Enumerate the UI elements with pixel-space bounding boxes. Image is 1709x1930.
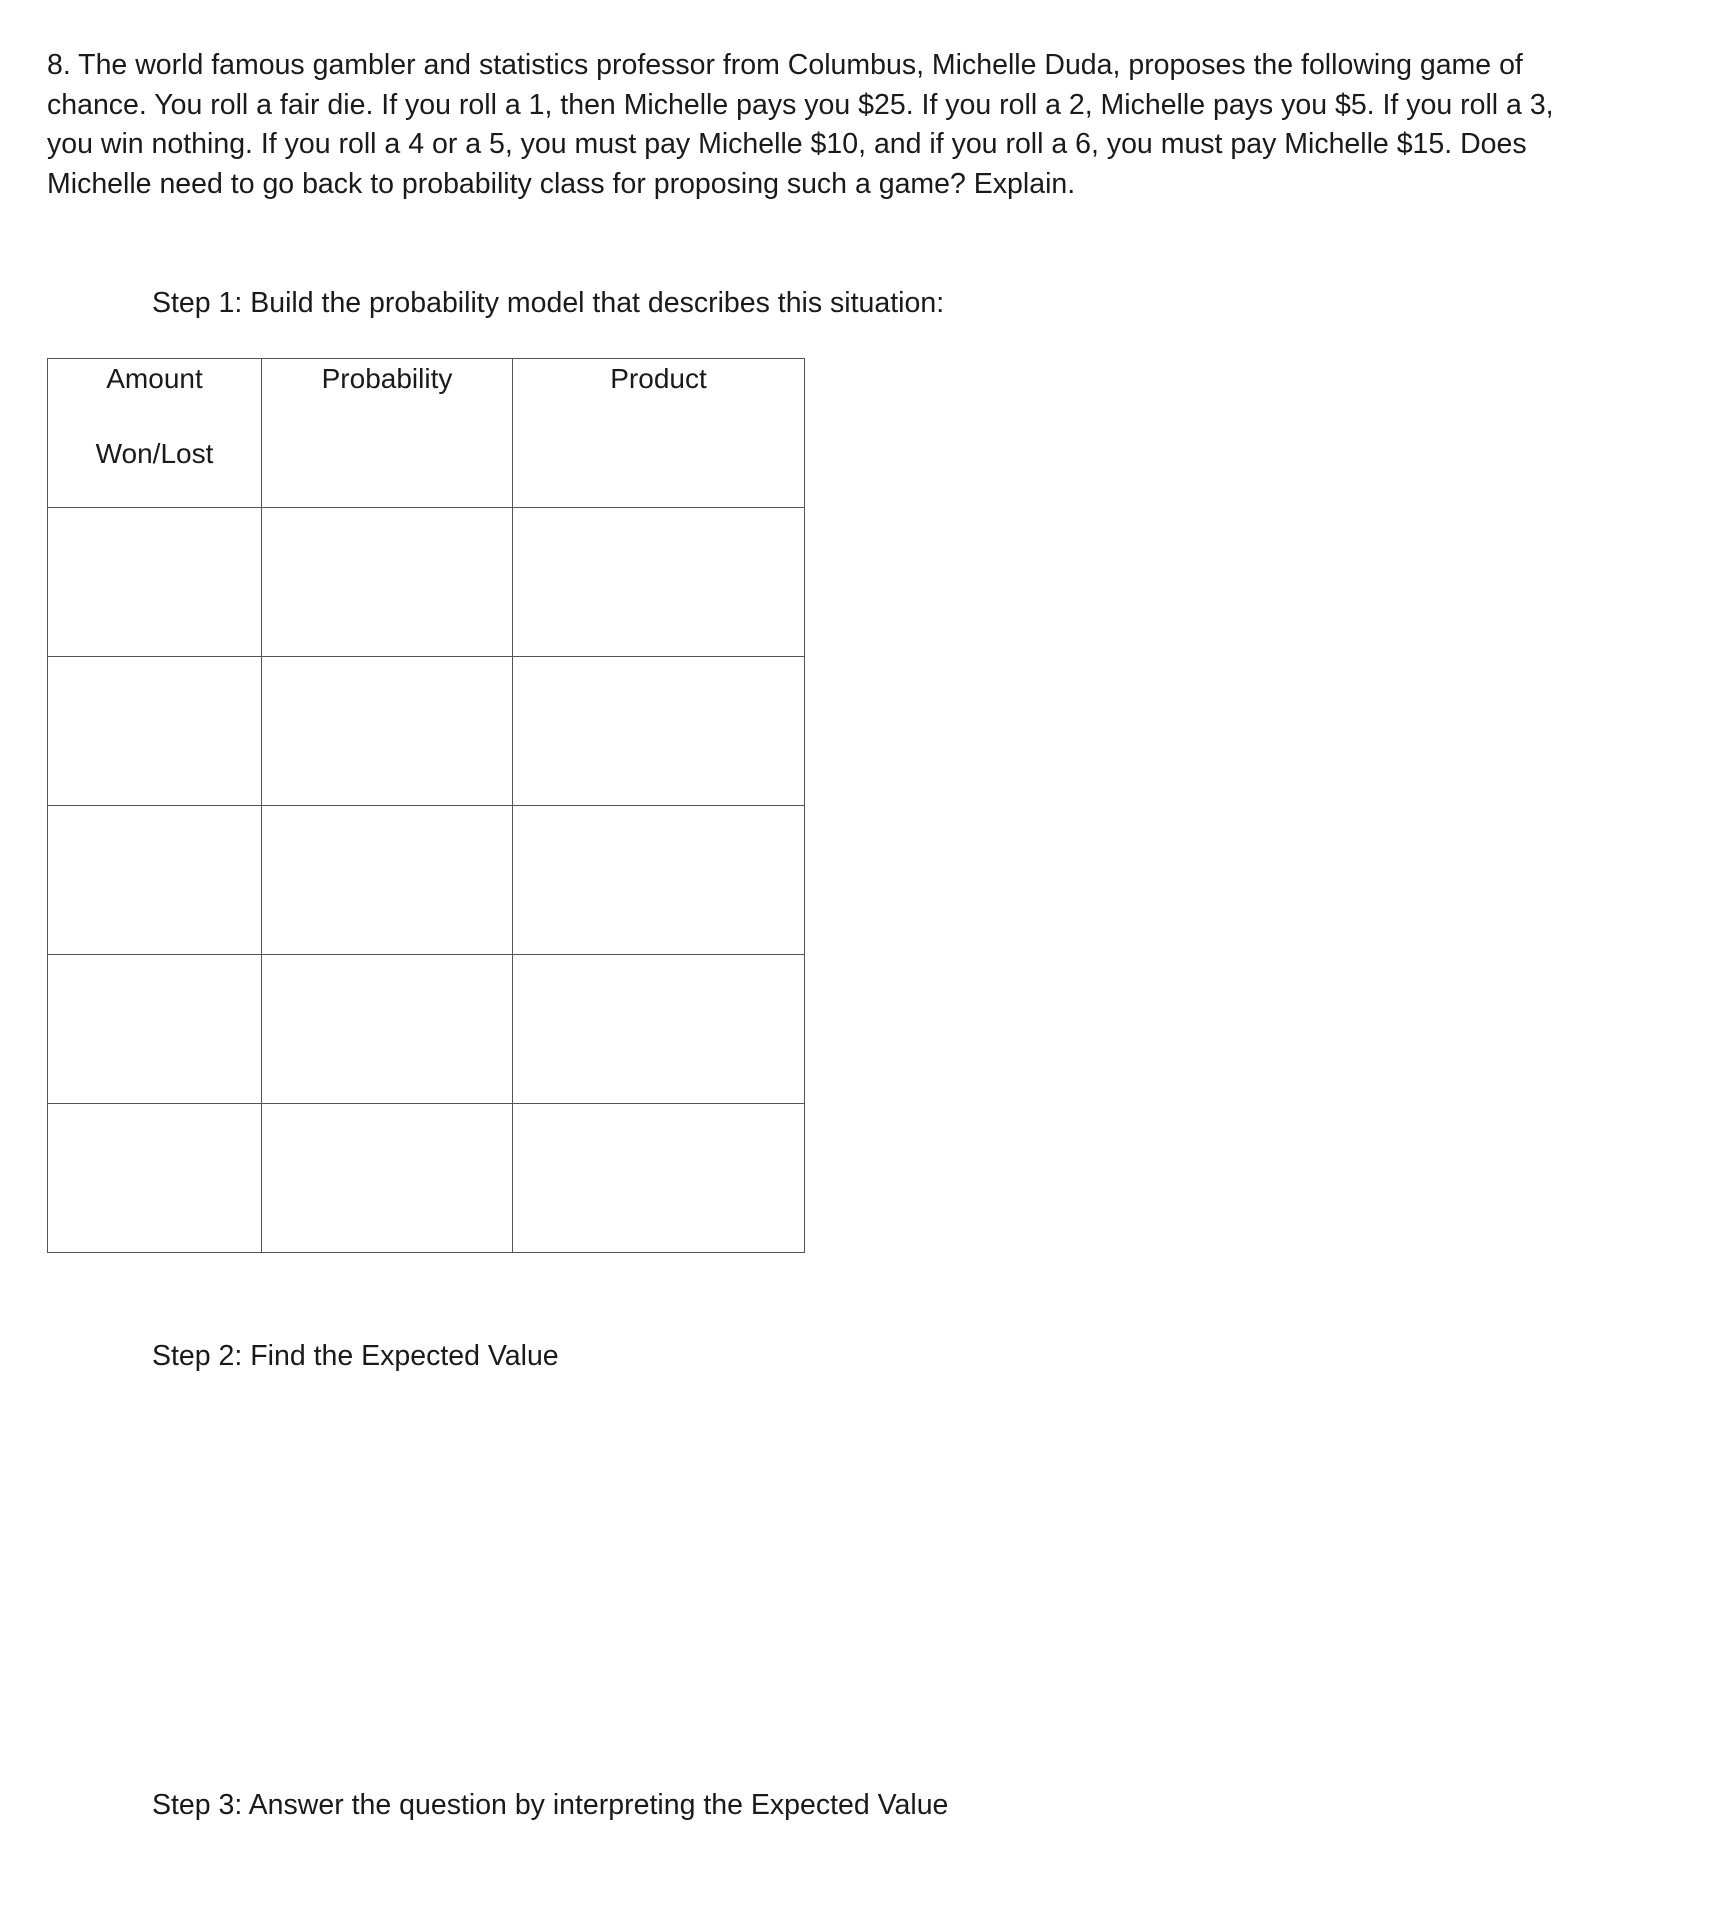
table-header-row (48, 359, 805, 508)
question-line-3: you win nothing. If you roll a 4 or a 5, you must pay Michelle $10, and if you roll a 6, you must pay Michelle $15. Does (47, 128, 1527, 160)
product-cell[interactable] (513, 1104, 805, 1253)
header-amount-label: Amount (106, 363, 203, 394)
table-row (48, 508, 805, 657)
header-product-label: Product (610, 363, 707, 394)
product-cell[interactable] (513, 955, 805, 1104)
amount-cell[interactable] (48, 657, 262, 806)
question-line-2: chance. You roll a fair die. If you roll a 1, then Michelle pays you $25. If you roll a 2, Michelle pays you $5. If you roll a 3, (47, 88, 1554, 121)
table-row (48, 955, 805, 1104)
probability-cell[interactable] (262, 508, 513, 657)
step-3-instruction: Step 3: Answer the question by interpreting the Expected Value (152, 1789, 949, 1821)
table-row (48, 657, 805, 806)
probability-cell[interactable] (262, 1104, 513, 1253)
header-won-lost-label: Won/Lost (95, 438, 214, 469)
product-cell[interactable] (513, 657, 805, 806)
amount-cell[interactable] (48, 508, 262, 657)
product-cell[interactable] (513, 508, 805, 657)
question-line-4: Michelle need to go back to probability class for proposing such a game? Explain. (47, 167, 1076, 200)
question-line-1: 8. The world famous gambler and statistics professor from Columbus, Michelle Duda, proposes the following game of (47, 49, 1523, 81)
question-text (47, 46, 1647, 204)
step-1-instruction: Step 1: Build the probability model that describes this situation: (152, 287, 945, 319)
header-probability-label: Probability (321, 363, 453, 394)
header-product (513, 359, 805, 508)
header-amount-won-lost (48, 359, 262, 508)
table-row (48, 806, 805, 955)
amount-cell[interactable] (48, 1104, 262, 1253)
probability-cell[interactable] (262, 657, 513, 806)
probability-cell[interactable] (262, 955, 513, 1104)
table-row (48, 1104, 805, 1253)
probability-model-table (47, 358, 805, 1253)
amount-cell[interactable] (48, 806, 262, 955)
step-2-instruction: Step 2: Find the Expected Value (152, 1340, 559, 1372)
amount-cell[interactable] (48, 955, 262, 1104)
header-probability (262, 359, 513, 508)
probability-cell[interactable] (262, 806, 513, 955)
product-cell[interactable] (513, 806, 805, 955)
